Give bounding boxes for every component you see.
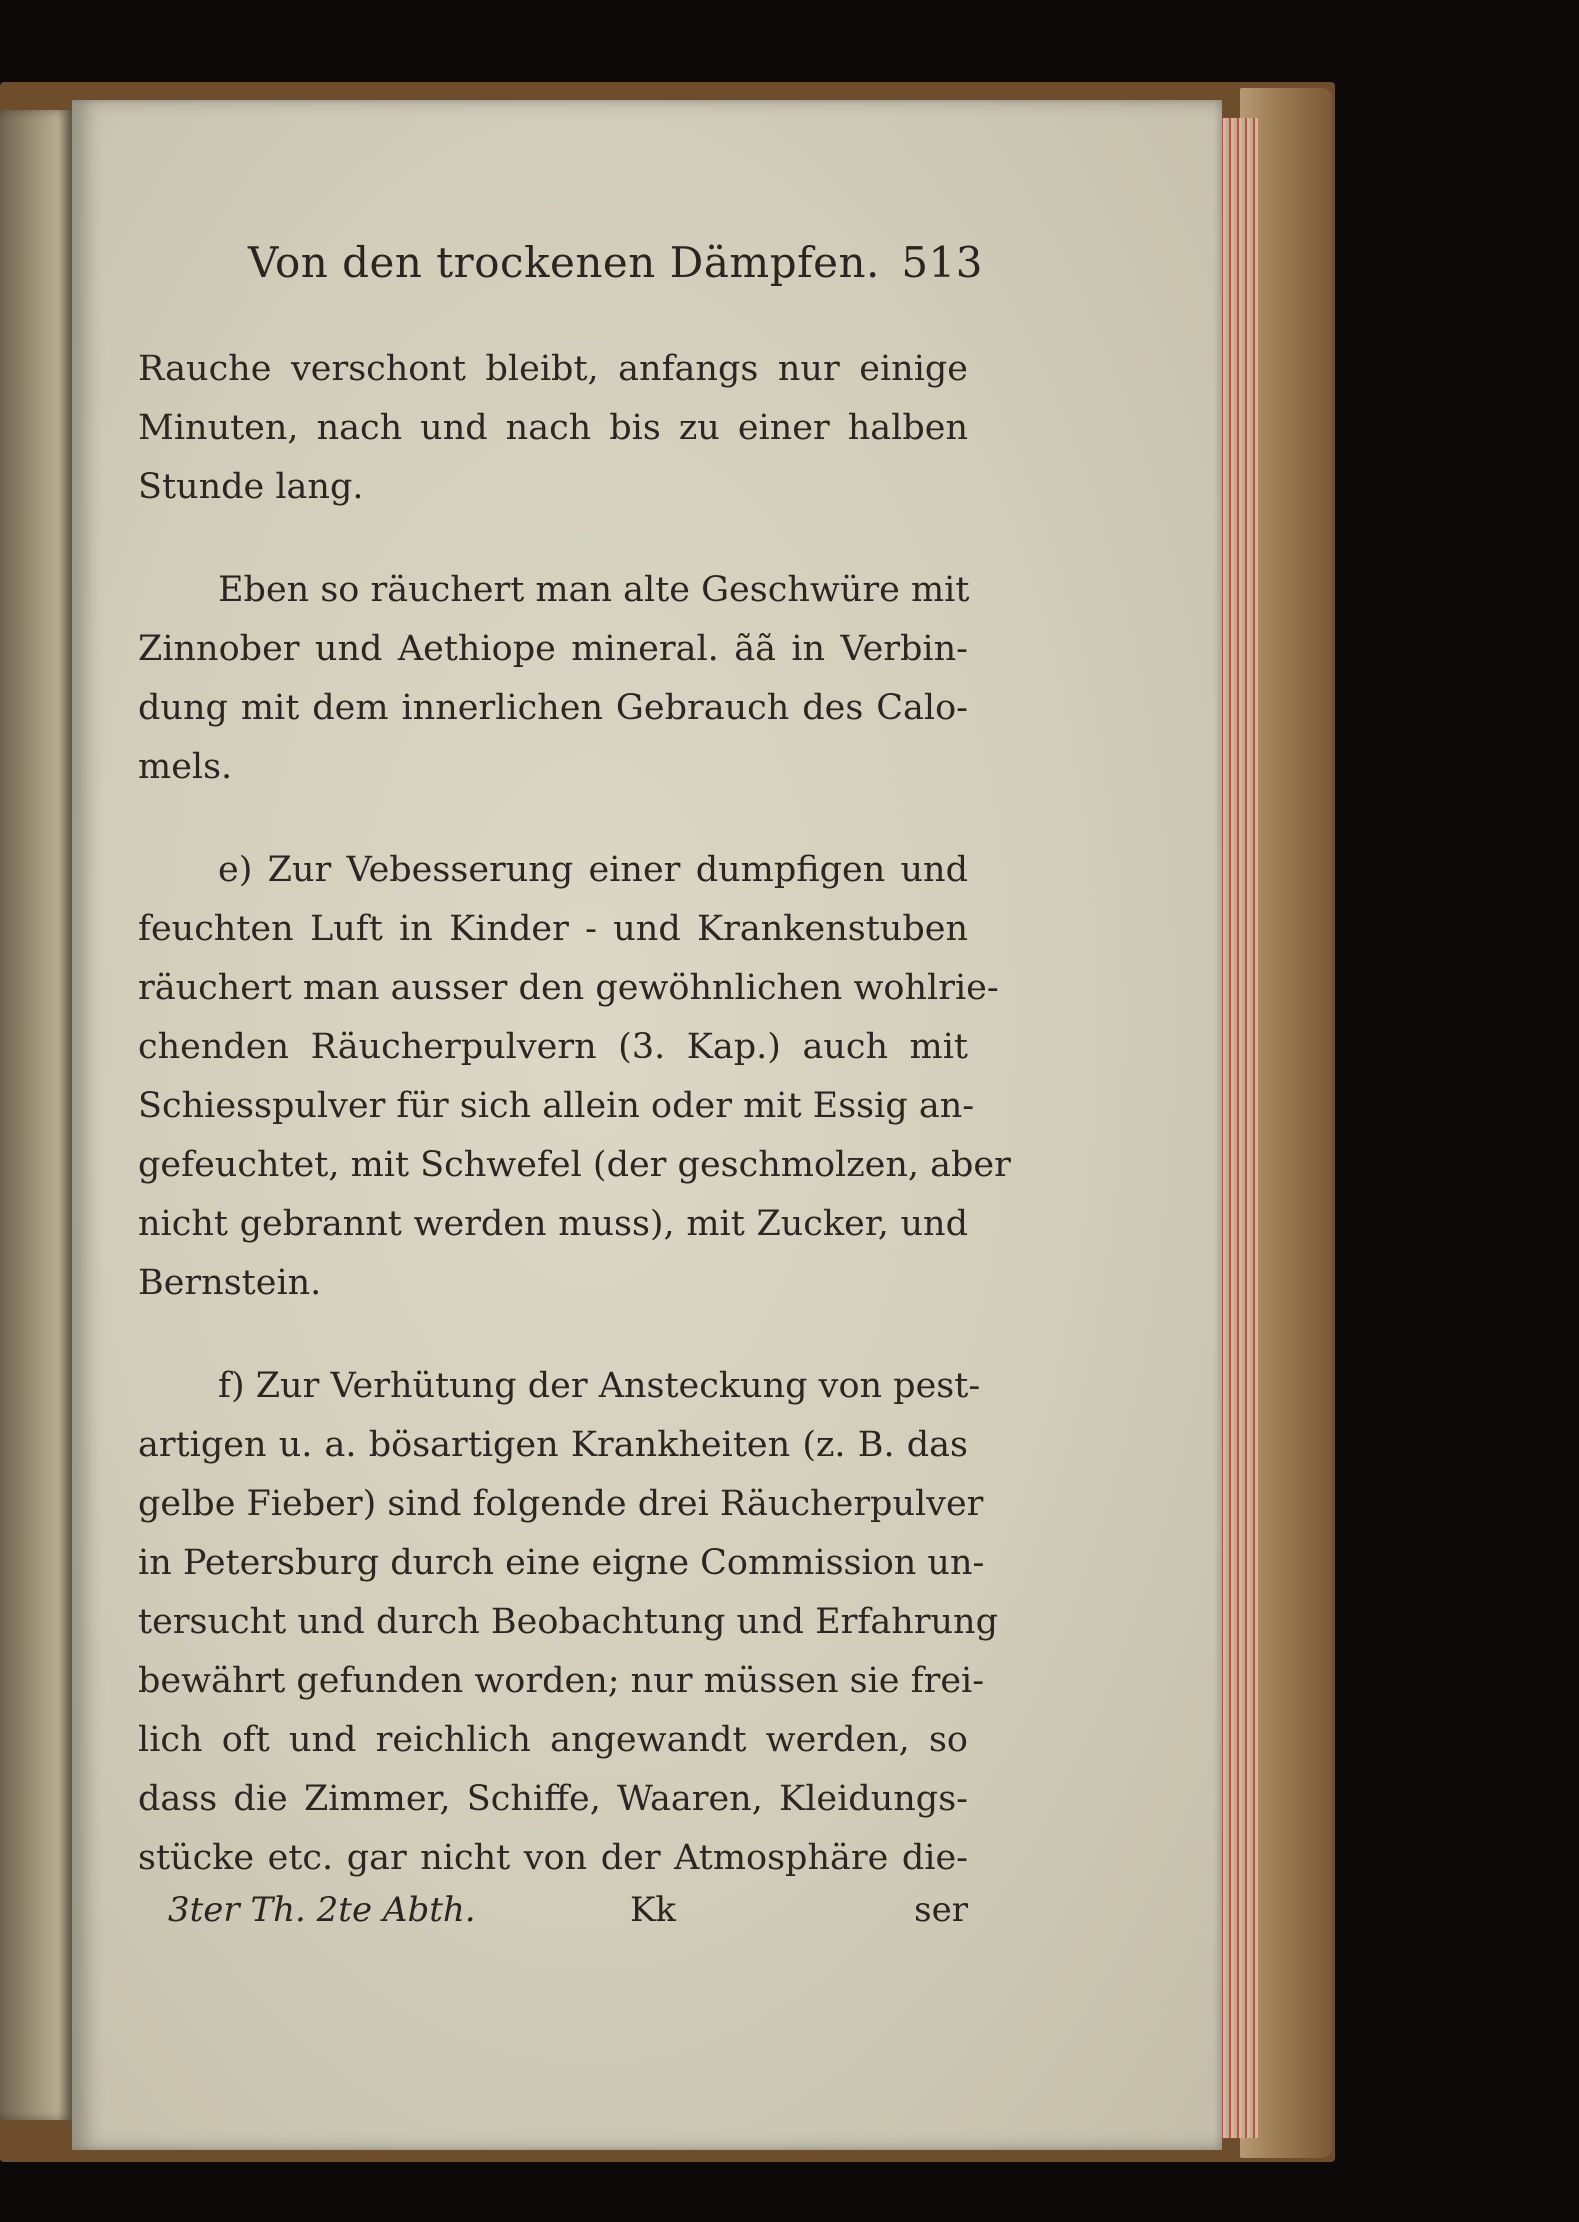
text-line: Eben so räuchert man alte Geschwüre mit bbox=[218, 570, 970, 610]
paragraph-2 bbox=[138, 561, 968, 797]
text-line: chenden Räucherpulvern (3. Kap.) auch mit bbox=[138, 1027, 968, 1067]
text-line: Stunde lang. bbox=[138, 467, 364, 507]
text-line: gelbe Fieber) sind folgende drei Räucherpulver bbox=[138, 1484, 984, 1524]
text-line: gefeuchtet, mit Schwefel (der geschmolzen, aber bbox=[138, 1145, 1011, 1185]
text-line: artigen u. a. bösartigen Krankheiten (z. B. das bbox=[138, 1425, 968, 1465]
catchword: ser bbox=[914, 1890, 968, 1930]
signature-note: 3ter Th. 2te Abth. bbox=[168, 1890, 476, 1930]
text-line: Schiesspulver für sich allein oder mit Essig an- bbox=[138, 1086, 975, 1126]
text-line: stücke etc. gar nicht von der Atmosphäre die- bbox=[138, 1838, 968, 1878]
text-line: Zinnober und Aethiope mineral. ãã in Verbin- bbox=[138, 629, 968, 669]
paragraph-3 bbox=[138, 841, 1011, 1313]
text-line: in Petersburg durch eine eigne Commission un- bbox=[138, 1543, 985, 1583]
page-number: 513 bbox=[901, 238, 983, 287]
signature-mark: Kk bbox=[630, 1890, 677, 1930]
text-line: dung mit dem innerlichen Gebrauch des Calo- bbox=[138, 688, 968, 728]
page-footer bbox=[168, 1890, 968, 1940]
text-line: nicht gebrannt werden muss), mit Zucker, und bbox=[138, 1204, 968, 1244]
text-line: bewährt gefunden worden; nur müssen sie frei- bbox=[138, 1661, 985, 1701]
text-line: mels. bbox=[138, 747, 233, 787]
paragraph-4 bbox=[138, 1357, 998, 1888]
text-line: lich oft und reichlich angewandt werden, so bbox=[138, 1720, 968, 1760]
text-line: e) Zur Vebesserung einer dumpfigen und bbox=[218, 850, 968, 890]
text-line: feuchten Luft in Kinder - und Krankenstuben bbox=[138, 909, 968, 949]
text-line: tersucht und durch Beobachtung und Erfahrung bbox=[138, 1602, 998, 1642]
paragraph-1 bbox=[138, 340, 968, 517]
body-text bbox=[138, 340, 1011, 1888]
running-head-title: Von den trockenen Dämpfen. bbox=[248, 238, 880, 287]
text-line: dass die Zimmer, Schiffe, Waaren, Kleidungs- bbox=[138, 1779, 968, 1819]
running-head bbox=[248, 238, 983, 298]
page-edges bbox=[1218, 118, 1258, 2138]
text-line: Bernstein. bbox=[138, 1263, 322, 1303]
text-line: f) Zur Verhütung der Ansteckung von pest- bbox=[218, 1366, 981, 1406]
text-line: Rauche verschont bleibt, anfangs nur einige bbox=[138, 349, 968, 389]
facing-page-edge bbox=[0, 110, 72, 2120]
text-line: räuchert man ausser den gewöhnlichen wohlrie- bbox=[138, 968, 999, 1008]
text-line: Minuten, nach und nach bis zu einer halben bbox=[138, 408, 968, 448]
